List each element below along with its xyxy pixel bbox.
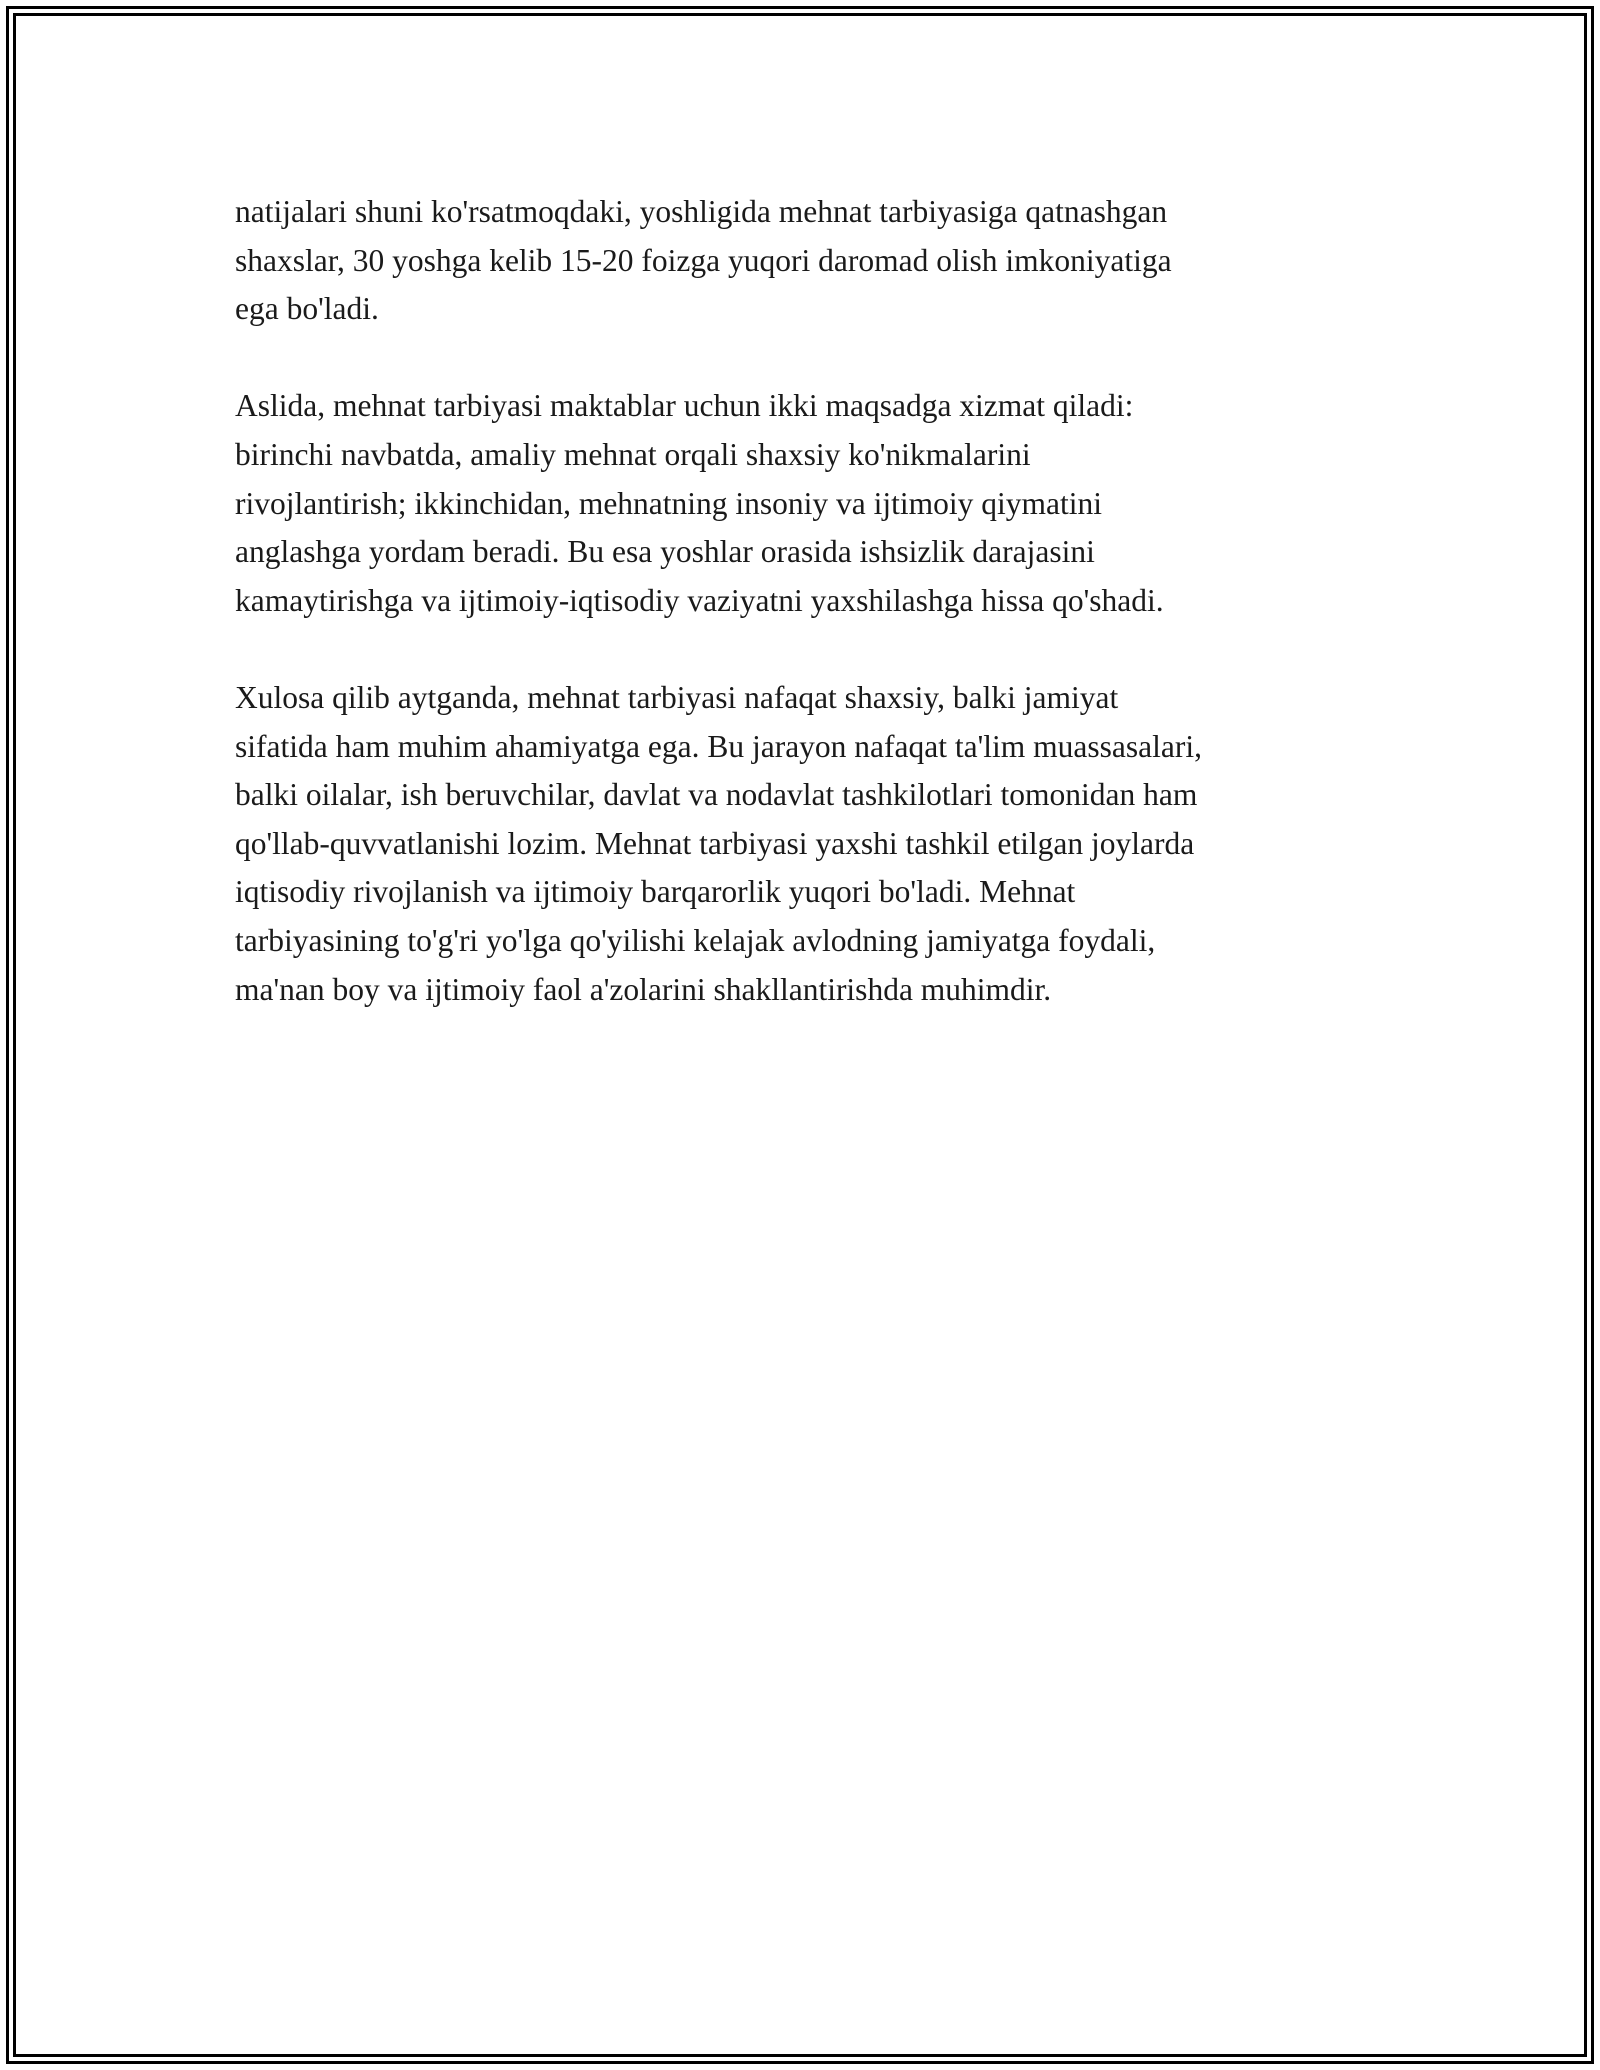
text-line: sifatida ham muhim ahamiyatga ega. Bu jarayon nafaqat ta'lim muassasalari, xyxy=(235,728,1202,764)
text-line: qo'llab-quvvatlanishi lozim. Mehnat tarbiyasi yaxshi tashkil etilgan joylarda xyxy=(235,825,1195,861)
text-line: kamaytirishga va ijtimoiy-iqtisodiy vaziyatni yaxshilashga hissa qo'shadi. xyxy=(235,582,1164,618)
document-body xyxy=(235,188,1375,1063)
text-line: iqtisodiy rivojlanish va ijtimoiy barqarorlik yuqori bo'ladi. Mehnat xyxy=(235,874,1076,910)
paragraph-results xyxy=(235,188,1375,334)
text-line: tarbiyasining to'g'ri yo'lga qo'yilishi kelajak avlodning jamiyatga foydali, xyxy=(235,922,1156,958)
text-line: Aslida, mehnat tarbiyasi maktablar uchun ikki maqsadga xizmat qiladi: xyxy=(235,388,1134,424)
text-line: ma'nan boy va ijtimoiy faol a'zolarini shakllantirishda muhimdir. xyxy=(235,971,1052,1007)
text-line: Xulosa qilib aytganda, mehnat tarbiyasi nafaqat shaxsiy, balki jamiyat xyxy=(235,679,1119,715)
text-line: anglashga yordam beradi. Bu esa yoshlar orasida ishsizlik darajasini xyxy=(235,534,1095,570)
paragraph-purposes xyxy=(235,382,1375,625)
text-line: rivojlantirish; ikkinchidan, mehnatning insoniy va ijtimoiy qiymatini xyxy=(235,485,1103,521)
text-line: birinchi navbatda, amaliy mehnat orqali shaxsiy ko'nikmalarini xyxy=(235,436,1031,472)
text-line: shaxslar, 30 yoshga kelib 15-20 foizga yuqori daromad olish imkoniyatiga xyxy=(235,242,1172,278)
text-line: natijalari shuni ko'rsatmoqdaki, yoshligida mehnat tarbiyasiga qatnashgan xyxy=(235,194,1168,229)
text-line: balki oilalar, ish beruvchilar, davlat va nodavlat tashkilotlari tomonidan ham xyxy=(235,777,1198,813)
paragraph-conclusion xyxy=(235,674,1375,1014)
text-line: ega bo'ladi. xyxy=(235,291,379,327)
